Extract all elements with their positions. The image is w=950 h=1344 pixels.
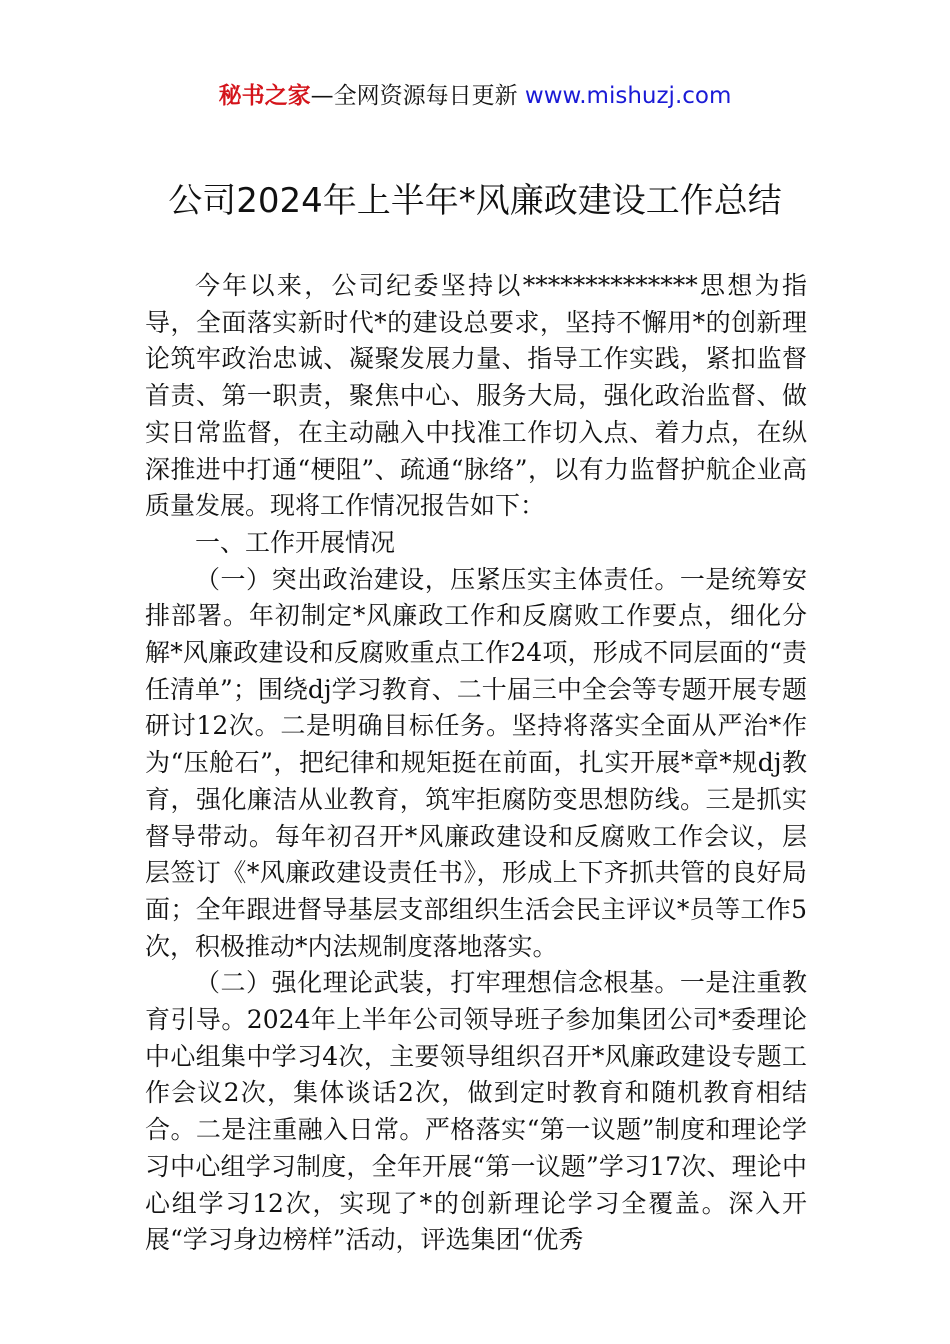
document-title: 公司2024年上半年*风廉政建设工作总结 (168, 181, 782, 221)
document-body (145, 268, 807, 1259)
subsection-paragraph-1: （一）突出政治建设，压紧压实主体责任。一是统筹安排部署。年初制定*风廉政工作和反腐败工作要点，细化分解*风廉政建设和反腐败重点工作24项，形成不同层面的“责任清单”；围绕dj学习教育、二十届三中全会等专题开展专题研讨12次。二是明确目标任务。坚持将落实全面从严治*作为“压舱石”，把纪律和规矩挺在前面，扎实开展*章*规dj教育，强化廉洁从业教育，筑牢拒腐防变思想防线。三是抓实督导带动。每年初召开*风廉政建设和反腐败工作会议，层层签订《*风廉政建设责任书》，形成上下齐抓共管的良好局面；全年跟进督导基层支部组织生活会民主评议*员等工作5次，积极推动*内法规制度落地落实。 (145, 564, 807, 961)
subsection-paragraph-2: （二）强化理论武装，打牢理想信念根基。一是注重教育引导。2024年上半年公司领导班子参加集团公司*委理论中心组集中学习4次，主要领导组织召开*风廉政建设专题工作会议2次，集体谈话2次，做到定时教育和随机教育相结合。二是注重融入日常。严格落实“第一议题”制度和理论学习中心组学习制度，全年开展“第一议题”学习17次、理论中心组学习12次，实现了*的创新理论学习全覆盖。深入开展“学习身边榜样”活动，评选集团“优秀 (145, 968, 807, 1255)
site-tagline: —全网资源每日更新 (310, 83, 525, 109)
site-brand: 秘书之家 (218, 83, 311, 109)
site-url-link[interactable]: www.mishuzj.com (524, 83, 732, 109)
site-header (0, 80, 950, 112)
intro-paragraph: 今年以来，公司纪委坚持以**************思想为指导，全面落实新时代*的建设总要求，坚持不懈用*的创新理论筑牢政治忠诚、凝聚发展力量、指导工作实践，紧扣监督首责、第一职责，聚焦中心、服务大局，强化政治监督、做实日常监督，在主动融入中找准工作切入点、着力点，在纵深推进中打通“梗阻”、疏通“脉络”，以有力监督护航企业高质量发展。现将工作情况报告如下： (145, 271, 807, 521)
section-heading-1: 一、工作开展情况 (195, 527, 396, 557)
